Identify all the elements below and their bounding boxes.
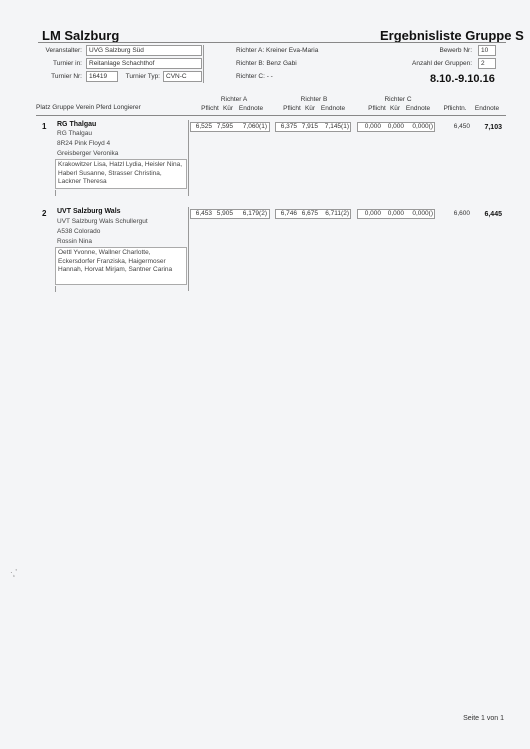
anzahl-label: Anzahl der Gruppen: [412, 60, 472, 67]
table-header-divider [36, 115, 506, 116]
judge-b-header: Richter B [300, 96, 328, 103]
members-list: Krakowitzer Lisa, Hatzl Lydia, Heisler Nina, Haberl Susanne, Strasser Christina, Lackner Theresa [55, 159, 187, 189]
c-pflicht-score: 0,000 [364, 123, 381, 130]
group-name: UVT Salzburg Wals [57, 208, 121, 215]
row-separator [188, 120, 189, 196]
scan-mark: ·¸' [10, 568, 17, 577]
page-title: LM Salzburg [42, 28, 120, 43]
page-heading: Ergebnisliste Gruppe S [380, 28, 524, 43]
judge-b-name: Richter B: Benz Gabi [236, 60, 297, 67]
row-separator [55, 286, 56, 292]
a-kuer-score: 5,905 [216, 210, 233, 217]
judge-a-name: Richter A: Kreiner Eva-Maria [236, 47, 319, 54]
header-separator [203, 45, 204, 83]
a-pflicht-score: 6,453 [195, 210, 212, 217]
bewerb-field: 10 [478, 45, 496, 56]
turnier-typ-label: Turnier Typ: [125, 73, 160, 80]
a-endnote-score: 6,179(2) [242, 210, 267, 217]
c-endnote-score: 0,000() [412, 210, 433, 217]
b-kuer-score: 7,915 [301, 123, 318, 130]
judge-c-header: Richter C [384, 96, 412, 103]
c-kuer-header: Kür [389, 105, 401, 112]
anzahl-field: 2 [478, 58, 496, 69]
final-score: 7,103 [484, 124, 502, 131]
row-separator [188, 207, 189, 291]
b-pflicht-score: 6,746 [280, 210, 297, 217]
a-endnote-header: Endnote [238, 105, 264, 112]
c-pflicht-score: 0,000 [364, 210, 381, 217]
b-endnote-header: Endnote [320, 105, 346, 112]
a-pflicht-header: Pflicht [201, 105, 219, 112]
turnier-nr-field: 16419 [86, 71, 118, 82]
turnier-typ-field: CVN-C [163, 71, 202, 82]
horse-name: A538 Colorado [57, 228, 101, 235]
a-pflicht-score: 6,525 [195, 123, 212, 130]
pflichtn-header: Pflichtn. [443, 105, 467, 112]
group-name: RG Thalgau [57, 121, 97, 128]
c-kuer-score: 0,000 [387, 210, 404, 217]
veranstalter-field: UVG Salzburg Süd [86, 45, 202, 56]
lunger-name: Greisberger Veronika [57, 150, 119, 157]
final-score: 6,445 [484, 211, 502, 218]
c-pflicht-header: Pflicht [368, 105, 386, 112]
total-endnote-header: Endnote [474, 105, 500, 112]
members-list: Oettl Yvonne, Wallner Charlotte, Eckersdorfer Franziska, Haigermoser Hannah, Horvat Mirjam, Santner Carina [55, 247, 187, 285]
rank: 1 [42, 122, 47, 131]
pflichtn-score: 6,600 [453, 210, 470, 217]
page-number: Seite 1 von 1 [463, 715, 504, 722]
b-pflicht-header: Pflicht [283, 105, 301, 112]
judge-a-header: Richter A [220, 96, 248, 103]
judge-c-name: Richter C: - - [236, 73, 273, 80]
veranstalter-label: Veranstalter: [45, 47, 82, 54]
lunger-name: Rossin Nina [57, 238, 93, 245]
b-pflicht-score: 6,375 [280, 123, 297, 130]
a-endnote-score: 7,060(1) [242, 123, 267, 130]
date-range: 8.10.-9.10.16 [430, 73, 495, 85]
c-endnote-score: 0,000() [412, 123, 433, 130]
b-endnote-score: 7,145(1) [324, 123, 349, 130]
turnier-nr-label: Turnier Nr: [51, 73, 82, 80]
club-name: UVT Salzburg Wals Schullergut [57, 218, 148, 225]
pflichtn-score: 6,450 [453, 123, 470, 130]
turnier-in-field: Reitanlage Schachthof [86, 58, 202, 69]
turnier-in-label: Turnier in: [52, 60, 82, 67]
club-name: RG Thalgau [57, 130, 92, 137]
col-left-header: Platz Gruppe Verein Pferd Longierer [36, 104, 141, 111]
header-divider [38, 42, 506, 43]
rank: 2 [42, 209, 47, 218]
bewerb-label: Bewerb Nr: [439, 47, 472, 54]
row-separator [55, 190, 56, 196]
b-endnote-score: 6,711(2) [325, 210, 349, 217]
c-endnote-header: Endnote [405, 105, 431, 112]
a-kuer-header: Kür [222, 105, 234, 112]
horse-name: 8R24 Pink Floyd 4 [57, 140, 111, 147]
c-kuer-score: 0,000 [387, 123, 404, 130]
a-kuer-score: 7,595 [216, 123, 233, 130]
b-kuer-score: 6,675 [301, 210, 318, 217]
b-kuer-header: Kür [304, 105, 316, 112]
